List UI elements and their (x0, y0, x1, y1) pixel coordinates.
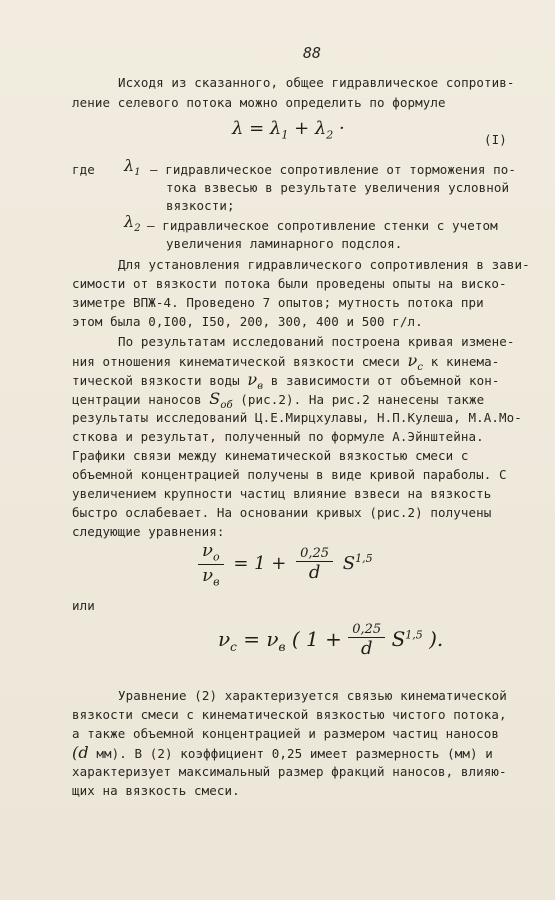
def-1-line-3: вязкости; (166, 198, 235, 213)
page-number: 88 (303, 44, 322, 62)
formula-1-plus: + λ (288, 118, 327, 139)
def-2-symbol-sub: 2 (134, 223, 141, 235)
formula-2 (198, 540, 373, 588)
intro-line-2: ление селевого потока можно определить по формуле (72, 95, 446, 110)
para-1-line-4: этом была 0,I00, I50, 200, 300, 400 и 500 г/л. (72, 314, 423, 329)
def-2-line-2: увеличения ламинарного подслоя. (166, 236, 403, 251)
def-2-symbol (124, 214, 141, 237)
para-2-line-4-b: (рис.2). На рис.2 нанесены также (232, 392, 485, 407)
para-2-line-5: результаты исследований Ц.Е.Мирцхулавы, Н.П.Кулеша, М.А.Мо- (72, 410, 522, 425)
formula-2-den-main: ν (202, 564, 214, 586)
formula-2-coef-num: 0,25 (296, 546, 333, 562)
formula-2-coef (296, 546, 333, 583)
formula-3-exp: 1,5 (405, 628, 423, 642)
intro-line-1: Исходя из сказанного, общее гидравлическое сопротив- (118, 75, 515, 90)
formula-3-lhs: ν (218, 627, 231, 651)
formula-3-eq: = ν (236, 627, 279, 651)
para-2-line-3-a: тической вязкости воды (72, 373, 248, 388)
para-2-line-2-b: к кинема- (423, 354, 500, 369)
para-2-line-2-a: ния отношения кинематической вязкости смеси (72, 354, 408, 369)
formula-3-lhs-sub: c (230, 640, 237, 654)
formula-3-close: ). (422, 627, 444, 651)
symbol-nu-c (407, 351, 424, 374)
where-label: где (72, 162, 95, 177)
def-1-line-2: тока взвесью в результате увеличения условной (166, 180, 510, 195)
symbol-nu-b-main: ν (247, 370, 258, 389)
para-3-line-1: Уравнение (2) характеризуется связью кинематической (118, 688, 507, 703)
para-2-line-4-a: центрации наносов (72, 392, 210, 407)
para-2-line-6: сткова и результат, полученный по формуле А.Эйнштейна. (72, 429, 484, 444)
formula-2-den-sub: в (213, 575, 220, 589)
para-2-line-10: быстро ослабевает. На основании кривых (рис.2) получены (72, 505, 492, 520)
formula-3 (218, 622, 443, 659)
para-1-line-1: Для установления гидравлического сопротивления в зави- (118, 257, 530, 272)
def-2-line-1: – гидравлическое сопротивление стенки с учетом (147, 218, 498, 233)
or-label: или (72, 598, 95, 613)
formula-1-lhs: λ = λ (232, 118, 282, 139)
formula-3-coef-den: d (360, 638, 373, 659)
para-3-d-symbol: (d (72, 743, 89, 762)
symbol-s-ob-sub: об (220, 400, 233, 412)
para-2-line-1: По результатам исследований построена кривая измене- (118, 334, 515, 349)
para-3-line-3: а также объемной концентрацией и размером частиц наносов (72, 726, 500, 741)
formula-2-num-sub: o (212, 550, 220, 564)
formula-2-eq: = 1 + (233, 553, 287, 575)
def-2-symbol-main: λ (124, 212, 135, 231)
para-2-line-11: следующие уравнения: (72, 524, 225, 539)
para-2-line-8: объемной концентрацией получены в виде кривой параболы. С (72, 467, 507, 482)
formula-3-coef (348, 622, 385, 659)
symbol-s-ob (209, 389, 233, 412)
formula-3-s: S (391, 627, 406, 651)
para-3-line-4 (72, 745, 493, 762)
para-3-line-2: вязкости смеси с кинематической вязкостью чистого потока, (72, 707, 507, 722)
formula-3-eq-sub: в (278, 640, 286, 654)
formula-2-num-main: ν (202, 540, 213, 561)
formula-1-number: (I) (484, 132, 507, 147)
symbol-nu-b-sub: в (257, 381, 264, 393)
para-2-line-9: увеличением крупности частиц влияние взвеси на вязкость (72, 486, 492, 501)
formula-2-ratio (198, 540, 224, 588)
formula-2-num (198, 540, 224, 565)
para-3-line-6: щих на вязкость смеси. (72, 783, 240, 798)
formula-1-sub-2: 2 (326, 128, 334, 142)
def-1-line-1: – гидравлическое сопротивление от торможения по- (150, 162, 517, 177)
formula-2-s: S (342, 553, 356, 575)
para-1-line-2: симости от вязкости потока были проведены опыты на виско- (72, 276, 507, 291)
symbol-nu-c-main: ν (407, 351, 418, 370)
formula-3-coef-num: 0,25 (348, 622, 385, 638)
formula-3-open: ( 1 + (285, 627, 349, 651)
def-1-symbol-main: λ (124, 156, 135, 175)
def-1-symbol-sub: 1 (134, 167, 141, 179)
formula-2-den (198, 565, 224, 589)
para-2-line-7: Графики связи между кинематической вязкостью смеси с (72, 448, 469, 463)
symbol-s-ob-main: S (209, 389, 221, 408)
para-3-line-5: характеризует максимальный размер фракций наносов, влияю- (72, 764, 507, 779)
symbol-nu-c-sub: c (417, 362, 424, 374)
formula-1: $\lambda = \lambda_1 + \lambda_2$ · (232, 118, 345, 142)
symbol-nu-b (247, 370, 264, 393)
formula-2-coef-den: d (308, 561, 321, 583)
para-3-line-4-text: мм). В (2) коэффициент 0,25 имеет размерность (мм) и (96, 746, 493, 761)
para-2-line-3-b: в зависимости от объемной кон- (263, 373, 500, 388)
formula-1-sub-1: 1 (281, 128, 289, 142)
def-1-symbol (124, 158, 141, 181)
para-1-line-3: зиметре ВПЖ-4. Проведено 7 опытов; мутность потока при (72, 295, 484, 310)
formula-2-exp: 1,5 (355, 552, 373, 566)
